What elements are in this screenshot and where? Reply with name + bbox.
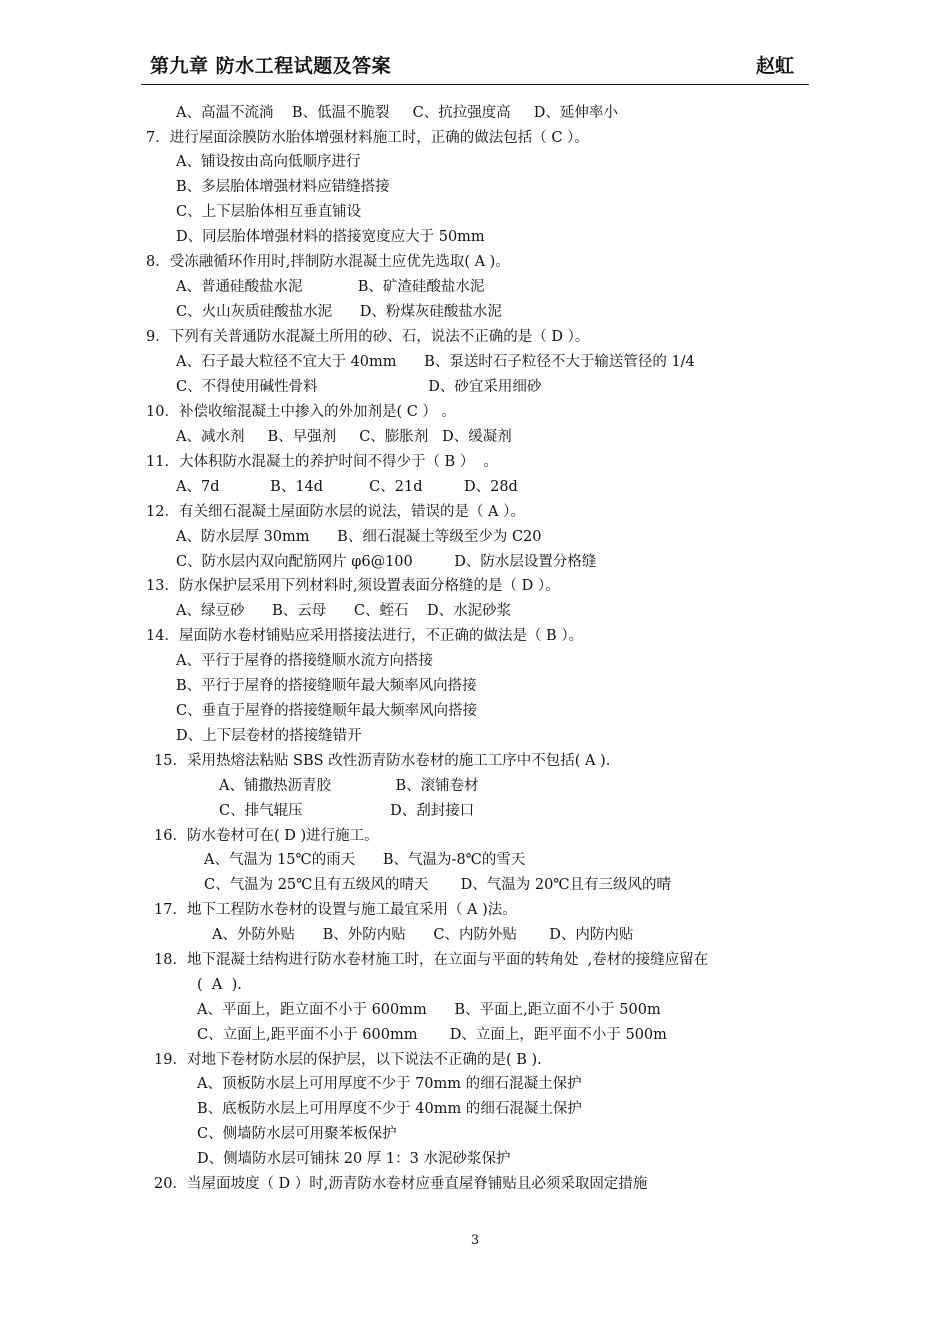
text-line: A、气温为 15℃的雨天 B、气温为-8℃的雪天: [204, 852, 526, 868]
header-author: 赵虹: [756, 55, 795, 77]
text-line: C、垂直于屋脊的搭接缝顺年最大频率风向搭接: [176, 703, 478, 719]
text-line: 13．防水保护层采用下列材料时,须设置表面分格缝的是（ D ）。: [146, 578, 560, 594]
text-line: C、侧墙防水层可用聚苯板保护: [197, 1126, 397, 1142]
text-line: A、石子最大粒径不宜大于 40mm B、泵送时石子粒径不大于输送管径的 1/4: [176, 354, 695, 370]
text-line: 18．地下混凝土结构进行防水卷材施工时，在立面与平面的转角处 ,卷材的接缝应留在: [154, 952, 709, 968]
text-line: B、底板防水层上可用厚度不少于 40mm 的细石混凝土保护: [197, 1101, 582, 1117]
text-line: C、不得使用碱性骨料 D、砂宜采用细砂: [176, 379, 542, 395]
text-line: B、平行于屋脊的搭接缝顺年最大频率风向搭接: [176, 678, 477, 694]
text-line: D、侧墙防水层可铺抹 20 厚 1：3 水泥砂浆保护: [197, 1151, 511, 1167]
text-line: A、平面上，距立面不小于 600mm B、平面上,距立面不小于 500m: [197, 1002, 661, 1018]
text-line: 11．大体积防水混凝土的养护时间不得少于（ B ） 。: [146, 454, 499, 470]
text-line: A、高温不流淌 B、低温不脆裂 C、抗拉强度高 D、延伸率小: [176, 105, 618, 121]
text-line: C、立面上,距平面不小于 600mm D、立面上，距平面不小于 500m: [197, 1027, 667, 1043]
header-title: 第九章 防水工程试题及答案: [150, 55, 392, 77]
text-line: A、7d B、14d C、21d D、28d: [176, 479, 518, 495]
text-line: D、同层胎体增强材料的搭接宽度应大于 50mm: [176, 229, 485, 245]
text-line: D、上下层卷材的搭接缝错开: [176, 728, 362, 744]
text-line: ( A ).: [197, 977, 242, 993]
text-line: 14．屋面防水卷材铺贴应采用搭接法进行，不正确的做法是（ B ）。: [146, 628, 584, 644]
text-line: 17．地下工程防水卷材的设置与施工最宜采用（ A )法。: [154, 902, 517, 918]
text-line: A、绿豆砂 B、云母 C、蛭石 D、水泥砂浆: [176, 603, 512, 619]
text-line: A、防水层厚 30mm B、细石混凝土等级至少为 C20: [176, 529, 542, 545]
text-line: C、排气辊压 D、刮封接口: [219, 803, 475, 819]
text-line: 16．防水卷材可在( D )进行施工。: [154, 828, 379, 844]
text-line: 15．采用热熔法粘贴 SBS 改性沥青防水卷材的施工工序中不包括( A ).: [154, 753, 611, 769]
text-line: A、顶板防水层上可用厚度不少于 70mm 的细石混凝土保护: [197, 1076, 582, 1092]
text-line: C、气温为 25℃且有五级风的晴天 D、气温为 20℃且有三级风的晴: [204, 877, 672, 893]
text-line: A、外防外贴 B、外防内贴 C、内防外贴 D、内防内贴: [212, 927, 634, 943]
text-line: B、多层胎体增强材料应错缝搭接: [176, 179, 390, 195]
text-line: C、火山灰质硅酸盐水泥 D、粉煤灰硅酸盐水泥: [176, 304, 502, 320]
text-line: 12．有关细石混凝土屋面防水层的说法，错误的是（ A ）。: [146, 504, 525, 520]
text-line: A、减水剂 B、早强剂 C、膨胀剂 D、缓凝剂: [176, 429, 512, 445]
text-line: 9．下列有关普通防水混凝土所用的砂、石，说法不正确的是（ D ）。: [146, 329, 590, 345]
text-line: A、平行于屋脊的搭接缝顺水流方向搭接: [176, 653, 433, 669]
text-line: 7．进行屋面涂膜防水胎体增强材料施工时，正确的做法包括（ C ）。: [146, 130, 589, 146]
text-line: 20．当屋面坡度（ D ）时,沥青防水卷材应垂直屋脊铺贴且必须采取固定措施: [154, 1176, 648, 1192]
text-line: A、铺设按由高向低顺序进行: [176, 154, 361, 170]
text-line: C、上下层胎体相互垂直铺设: [176, 204, 362, 220]
text-line: C、防水层内双向配筋网片 φ6@100 D、防水层设置分格缝: [176, 554, 597, 570]
header-divider: [141, 84, 809, 85]
text-line: A、铺撒热沥青胶 B、滚铺卷材: [219, 778, 479, 794]
text-line: 10．补偿收缩混凝土中掺入的外加剂是( C ） 。: [146, 404, 457, 420]
text-line: 19．对地下卷材防水层的保护层，以下说法不正确的是( B ).: [154, 1052, 542, 1068]
page-number: 3: [470, 1233, 480, 1248]
text-line: A、普通硅酸盐水泥 B、矿渣硅酸盐水泥: [176, 279, 485, 295]
text-line: 8．受冻融循环作用时,拌制防水混凝土应优先选取( A )。: [146, 254, 510, 270]
